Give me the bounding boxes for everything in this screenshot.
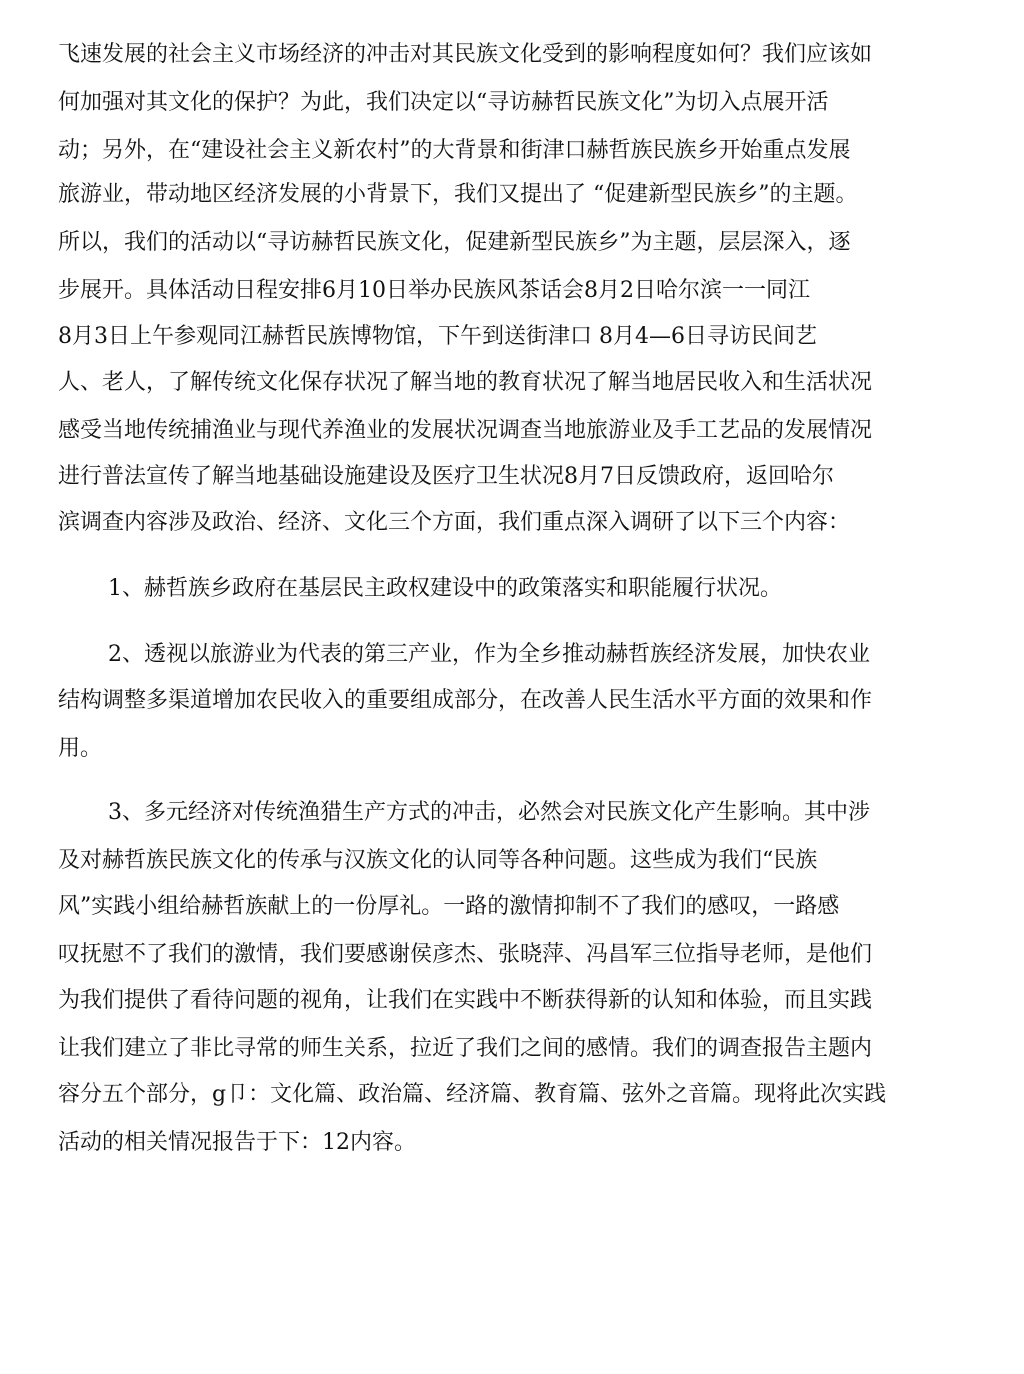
- text-line: 容分五个部分，g卩：文化篇、政治篇、经济篇、教育篇、弦外之音篇。现将此次实践: [58, 1082, 887, 1107]
- text-line: 叹抚慰不了我们的激情，我们要感谢侯彦杰、张晓萍、冯昌军三位指导老师，是他们: [58, 942, 873, 967]
- text-line: 步展开。具体活动日程安排6月10日举办民族风茶话会8月2日哈尔滨一一同江: [58, 278, 810, 303]
- list-item-1: 1、赫哲族乡政府在基层民主政权建设中的政策落实和职能履行状况。: [108, 576, 782, 601]
- text-line: 旅游业，带动地区经济发展的小背景下，我们又提出了 “促建新型民族乡”的主题。: [58, 182, 858, 207]
- text-line: 进行普法宣传了解当地基础设施建设及医疗卫生状况8月7日反馈政府，返回哈尔: [58, 464, 834, 489]
- text-line: 活动的相关情况报告于下：12内容。: [58, 1130, 416, 1155]
- text-line: 动；另外，在“建设社会主义新农村”的大背景和街津口赫哲族民族乡开始重点发展: [58, 138, 851, 163]
- text-line: 及对赫哲族民族文化的传承与汉族文化的认同等各种问题。这些成为我们“民族: [58, 848, 818, 873]
- text-line: 所以，我们的活动以“寻访赫哲民族文化，促建新型民族乡”为主题，层层深入，逐: [58, 230, 851, 255]
- text-line: 飞速发展的社会主义市场经济的冲击对其民族文化受到的影响程度如何？我们应该如: [58, 42, 873, 67]
- text-line: 让我们建立了非比寻常的师生关系，拉近了我们之间的感情。我们的调查报告主题内: [58, 1036, 873, 1061]
- text-line: 为我们提供了看待问题的视角，让我们在实践中不断获得新的认知和体验，而且实践: [58, 988, 873, 1013]
- list-item-3: 3、多元经济对传统渔猎生产方式的冲击，必然会对民族文化产生影响。其中涉: [108, 800, 870, 825]
- text-line: 何加强对其文化的保护？为此，我们决定以“寻访赫哲民族文化”为切入点展开活: [58, 90, 829, 115]
- text-line: 8月3日上午参观同江赫哲民族博物馆，下午到送街津口 8月4—6日寻访民间艺: [58, 324, 817, 349]
- text-line: 滨调查内容涉及政治、经济、文化三个方面，我们重点深入调研了以下三个内容：: [58, 510, 851, 535]
- text-line: 结构调整多渠道增加农民收入的重要组成部分，在改善人民生活水平方面的效果和作: [58, 688, 873, 713]
- list-item-2: 2、透视以旅游业为代表的第三产业，作为全乡推动赫哲族经济发展，加快农业: [108, 642, 870, 667]
- text-line: 感受当地传统捕渔业与现代养渔业的发展状况调查当地旅游业及手工艺品的发展情况: [58, 418, 873, 443]
- text-line: 用。: [58, 736, 103, 761]
- text-line: 人、老人，了解传统文化保存状况了解当地的教育状况了解当地居民收入和生活状况: [58, 370, 873, 395]
- text-line: 风”实践小组给赫哲族献上的一份厚礼。一路的激情抑制不了我们的感叹，一路感: [58, 894, 840, 919]
